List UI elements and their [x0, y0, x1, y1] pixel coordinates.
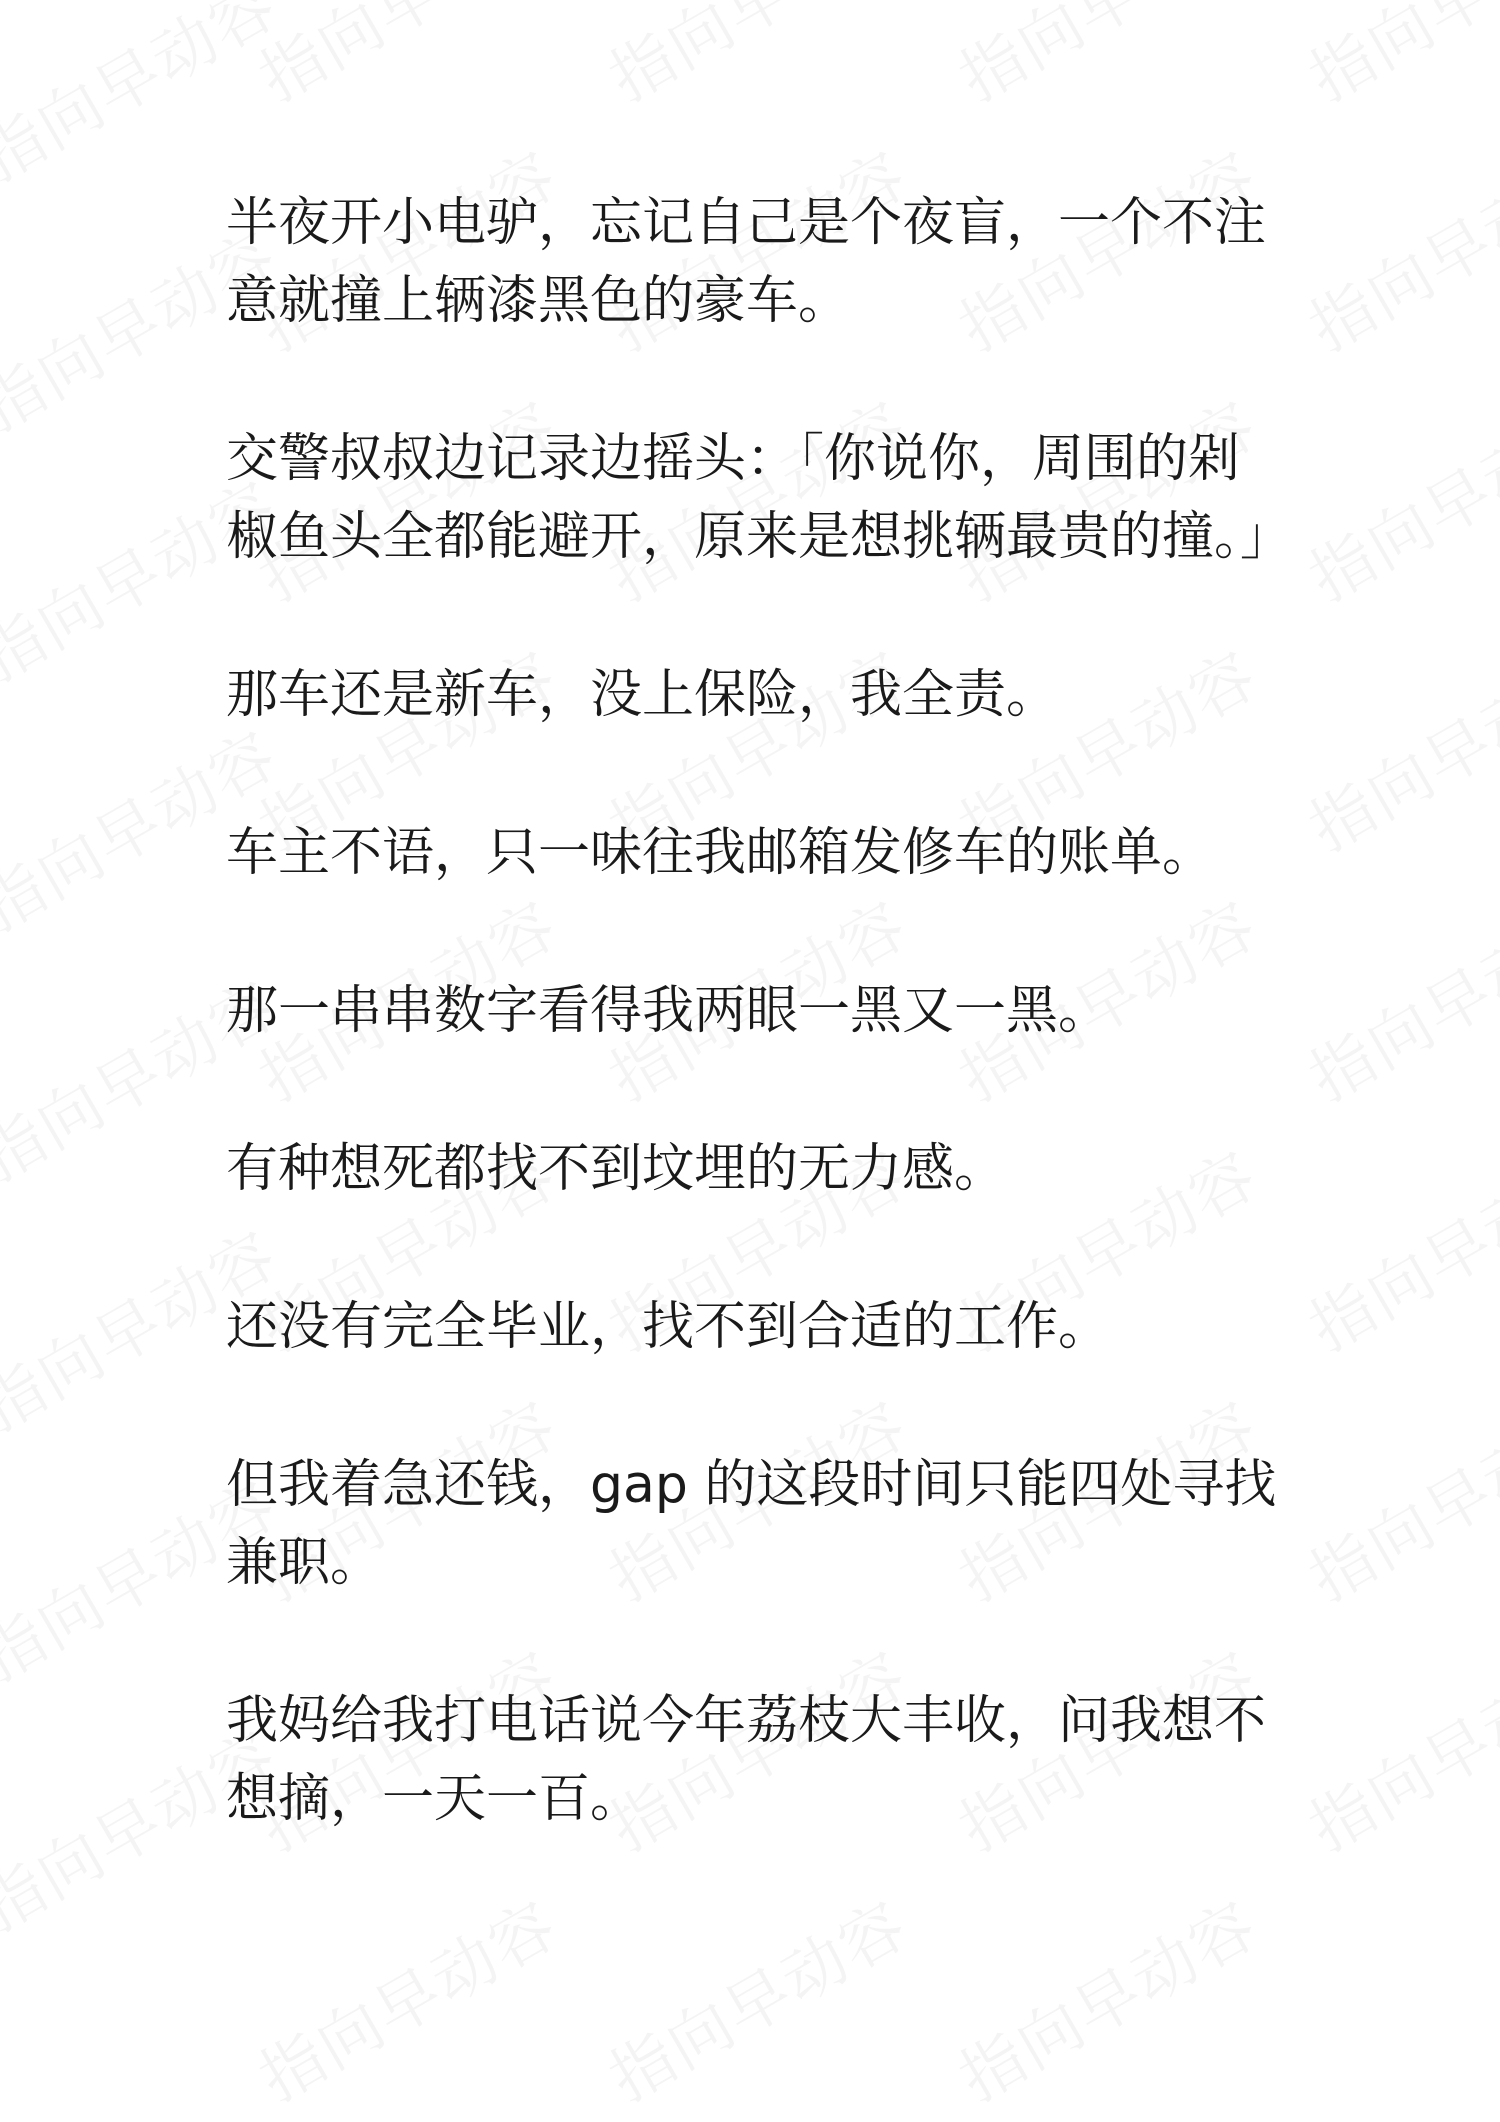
- watermark-text: [1290, 625, 1500, 870]
- paragraph: 半夜开小电驴，忘记自己是个夜盲，一个不注意就撞上辆漆黑色的豪车。: [226, 193, 1267, 331]
- watermark-text: [1290, 1375, 1500, 1620]
- paragraph: 那一串串数字看得我两眼一黑又一黑。: [226, 981, 1111, 1041]
- paragraph: 车主不语，只一味往我邮箱发修车的账单。: [226, 823, 1215, 883]
- article-body: [226, 184, 1293, 1838]
- watermark-text: [1290, 1625, 1500, 1870]
- watermark-text: [1290, 125, 1500, 370]
- watermark-text: [940, 0, 1272, 120]
- watermark-text: [240, 0, 572, 120]
- paragraph: 交警叔叔边记录边摇头：「你说你，周围的剁椒鱼头全都能避开，原来是想挑辆最贵的撞。」: [226, 429, 1293, 567]
- watermark-text: [940, 1875, 1272, 2120]
- watermark-text: [240, 1875, 572, 2120]
- watermark-text: [1290, 1125, 1500, 1370]
- watermark-text: [590, 0, 922, 120]
- paragraph: 有种想死都找不到坟埋的无力感。: [226, 1139, 1007, 1199]
- watermark-text: [1290, 375, 1500, 620]
- paragraph: 那车还是新车，没上保险，我全责。: [226, 665, 1059, 725]
- paragraph: 但我着急还钱，gap 的这段时间只能四处寻找兼职。: [226, 1455, 1277, 1593]
- watermark-text: [590, 1875, 922, 2120]
- paragraph: 还没有完全毕业，找不到合适的工作。: [226, 1297, 1111, 1357]
- watermark-text: [1290, 875, 1500, 1120]
- paragraph: 我妈给我打电话说今年荔枝大丰收，问我想不想摘，一天一百。: [226, 1691, 1267, 1829]
- watermark-text: [1290, 0, 1500, 120]
- watermark-text: [0, 0, 292, 200]
